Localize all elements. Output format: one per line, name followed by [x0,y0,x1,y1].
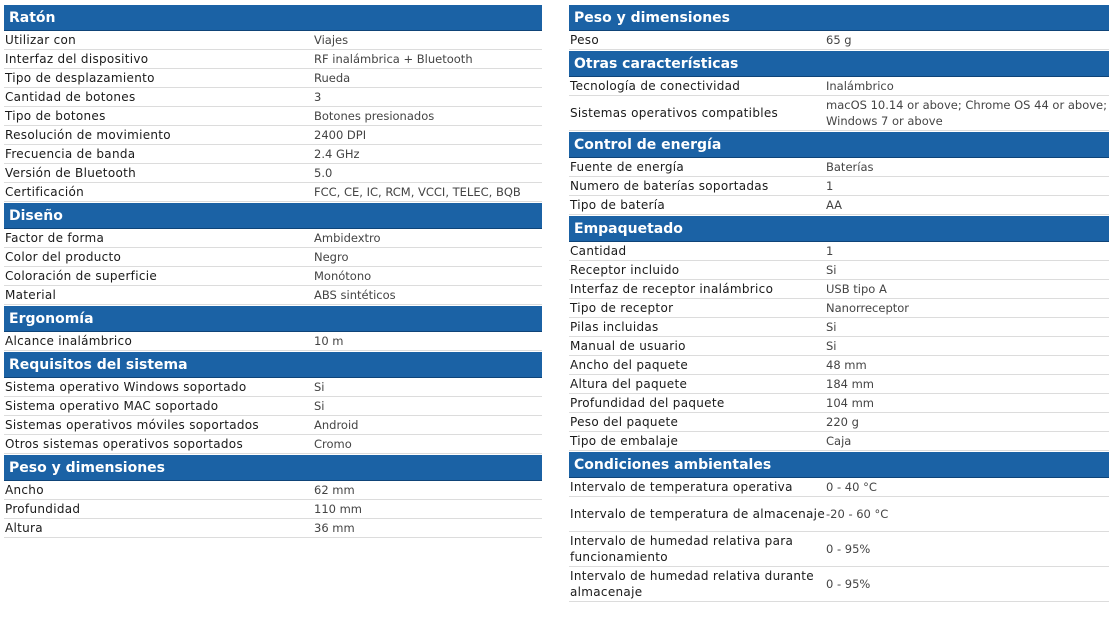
spec-label: Otros sistemas operativos soportados [4,435,314,454]
spec-value: 1 [826,177,1109,196]
spec-row [4,229,542,248]
spec-row [4,31,542,50]
spec-value: 36 mm [314,519,542,538]
spec-label: Profundidad del paquete [569,394,826,413]
spec-label: Sistemas operativos móviles soportados [4,416,314,435]
spec-value: Si [314,397,542,416]
spec-value: Si [826,337,1109,356]
section-header-requisitos-del-sistema: Requisitos del sistema [4,352,542,378]
spec-value: RF inalámbrica + Bluetooth [314,50,542,69]
spec-value: Nanorreceptor [826,299,1109,318]
spec-label: Tecnología de conectividad [569,77,826,96]
spec-label: Cantidad [569,242,826,261]
spec-row [4,145,542,164]
spec-table-requisitos-del-sistema [4,378,542,454]
spec-label: Manual de usuario [569,337,826,356]
spec-table-condiciones-ambientales [569,478,1109,602]
spec-row [4,500,542,519]
spec-value: 0 - 95% [826,532,1109,567]
spec-row [569,158,1109,177]
spec-label: Peso del paquete [569,413,826,432]
spec-value: Viajes [314,31,542,50]
spec-value: 104 mm [826,394,1109,413]
spec-row [4,481,542,500]
spec-table-raton [4,31,542,202]
spec-value: macOS 10.14 or above; Chrome OS 44 or above; Windows 7 or above [826,96,1109,131]
spec-row [4,378,542,397]
spec-value: Android [314,416,542,435]
spec-label: Profundidad [4,500,314,519]
spec-row [4,183,542,202]
spec-row [569,497,1109,532]
spec-label: Numero de baterías soportadas [569,177,826,196]
spec-label: Intervalo de humedad relativa para funcionamiento [569,532,826,567]
spec-row [569,318,1109,337]
spec-value: Cromo [314,435,542,454]
spec-row [569,394,1109,413]
spec-row [569,337,1109,356]
spec-row [569,261,1109,280]
spec-label: Tipo de receptor [569,299,826,318]
section-header-otras-caracteristicas: Otras características [569,51,1109,77]
spec-row [569,375,1109,394]
spec-label: Altura del paquete [569,375,826,394]
spec-row [569,177,1109,196]
spec-row [569,299,1109,318]
spec-table-ergonomia [4,332,542,351]
spec-value: Rueda [314,69,542,88]
spec-label: Tipo de batería [569,196,826,215]
spec-value: AA [826,196,1109,215]
spec-value: Caja [826,432,1109,451]
spec-row [569,478,1109,497]
spec-table-empaquetado [569,242,1109,451]
spec-row [569,413,1109,432]
spec-value: 48 mm [826,356,1109,375]
spec-value: 62 mm [314,481,542,500]
spec-value: Si [314,378,542,397]
spec-label: Intervalo de temperatura de almacenaje [569,497,826,532]
spec-value: 2.4 GHz [314,145,542,164]
spec-value: 0 - 95% [826,567,1109,602]
spec-value: Monótono [314,267,542,286]
spec-value: ABS sintéticos [314,286,542,305]
spec-label: Ancho [4,481,314,500]
spec-row [569,31,1109,50]
spec-row [4,416,542,435]
spec-row [569,356,1109,375]
spec-value: 220 g [826,413,1109,432]
spec-label: Sistemas operativos compatibles [569,96,826,131]
spec-label: Intervalo de humedad relativa durante almacenaje [569,567,826,602]
section-header-diseno: Diseño [4,203,542,229]
spec-label: Resolución de movimiento [4,126,314,145]
spec-label: Ancho del paquete [569,356,826,375]
spec-label: Peso [569,31,826,50]
spec-value: FCC, CE, IC, RCM, VCCI, TELEC, BQB [314,183,542,202]
spec-label: Utilizar con [4,31,314,50]
spec-row [4,164,542,183]
spec-label: Tipo de desplazamiento [4,69,314,88]
section-header-raton: Ratón [4,5,542,31]
section-header-condiciones-ambientales: Condiciones ambientales [569,452,1109,478]
spec-row [4,267,542,286]
spec-table-control-de-energia [569,158,1109,215]
spec-row [4,397,542,416]
spec-label: Receptor incluido [569,261,826,280]
spec-label: Intervalo de temperatura operativa [569,478,826,497]
spec-label: Frecuencia de banda [4,145,314,164]
spec-table-peso-y-dimensiones [4,481,542,538]
spec-row [4,519,542,538]
spec-label: Interfaz de receptor inalámbrico [569,280,826,299]
spec-row [4,126,542,145]
spec-row [4,435,542,454]
section-header-control-de-energia: Control de energía [569,132,1109,158]
spec-column-left [4,5,542,538]
spec-value: 5.0 [314,164,542,183]
spec-value: 2400 DPI [314,126,542,145]
spec-value: 110 mm [314,500,542,519]
section-header-ergonomia: Ergonomía [4,306,542,332]
spec-value: Ambidextro [314,229,542,248]
spec-label: Material [4,286,314,305]
spec-label: Sistema operativo Windows soportado [4,378,314,397]
spec-table-diseno [4,229,542,305]
spec-label: Sistema operativo MAC soportado [4,397,314,416]
spec-label: Color del producto [4,248,314,267]
spec-label: Tipo de botones [4,107,314,126]
spec-row [569,567,1109,602]
spec-table-peso-y-dimensiones [569,31,1109,50]
spec-row [4,88,542,107]
spec-label: Certificación [4,183,314,202]
section-header-peso-y-dimensiones: Peso y dimensiones [4,455,542,481]
spec-value: Si [826,318,1109,337]
spec-value: Botones presionados [314,107,542,126]
spec-row [569,432,1109,451]
spec-table-otras-caracteristicas [569,77,1109,131]
spec-label: Altura [4,519,314,538]
spec-value: 1 [826,242,1109,261]
spec-value: 65 g [826,31,1109,50]
spec-value: 10 m [314,332,542,351]
spec-row [569,96,1109,131]
spec-value: 184 mm [826,375,1109,394]
spec-row [4,248,542,267]
spec-row [4,332,542,351]
spec-label: Interfaz del dispositivo [4,50,314,69]
spec-value: Si [826,261,1109,280]
spec-label: Coloración de superficie [4,267,314,286]
spec-value: USB tipo A [826,280,1109,299]
spec-row [4,107,542,126]
spec-value: Baterías [826,158,1109,177]
spec-value: Negro [314,248,542,267]
spec-value: 3 [314,88,542,107]
spec-row [569,77,1109,96]
spec-label: Factor de forma [4,229,314,248]
spec-row [4,50,542,69]
spec-column-right [569,5,1109,602]
spec-value: Inalámbrico [826,77,1109,96]
spec-row [569,242,1109,261]
spec-value: -20 - 60 °C [826,497,1109,532]
spec-label: Alcance inalámbrico [4,332,314,351]
spec-row [569,532,1109,567]
spec-value: 0 - 40 °C [826,478,1109,497]
spec-label: Pilas incluidas [569,318,826,337]
spec-label: Tipo de embalaje [569,432,826,451]
spec-row [4,69,542,88]
spec-row [4,286,542,305]
spec-label: Fuente de energía [569,158,826,177]
spec-row [569,280,1109,299]
section-header-peso-y-dimensiones: Peso y dimensiones [569,5,1109,31]
spec-label: Cantidad de botones [4,88,314,107]
section-header-empaquetado: Empaquetado [569,216,1109,242]
spec-label: Versión de Bluetooth [4,164,314,183]
spec-row [569,196,1109,215]
